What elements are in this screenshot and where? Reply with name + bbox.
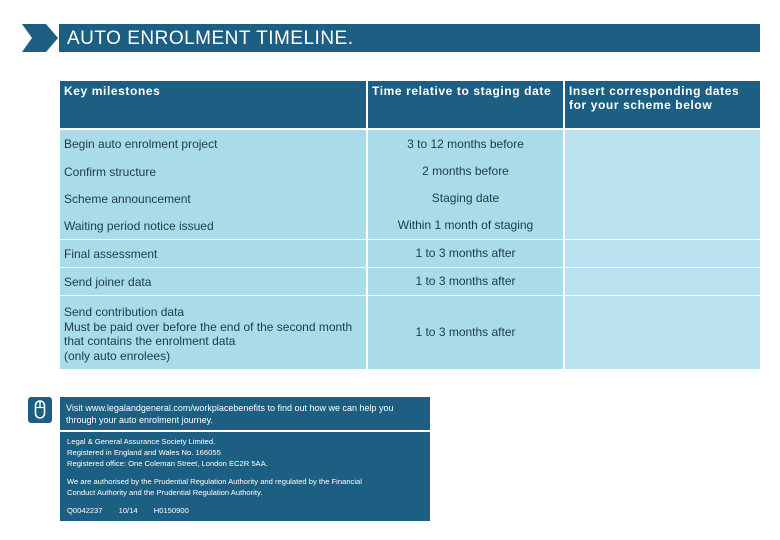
milestone-cell (60, 296, 366, 369)
table-row (60, 158, 760, 185)
milestone-cell: Waiting period notice issued (60, 212, 366, 239)
date-input-cell[interactable] (565, 158, 760, 185)
header-milestones: Key milestones (60, 81, 366, 128)
time-cell: 1 to 3 months after (368, 296, 563, 369)
visit-text: Visit www.legalandgeneral.com/workplacebenefits to find out how we can help you through your auto enrolment journey. (66, 403, 394, 425)
time-cell: 2 months before (368, 158, 563, 185)
registration-number: Registered in England and Wales No. 166055 (67, 448, 221, 457)
milestone-cell: Confirm structure (60, 158, 366, 185)
date-input-cell[interactable] (565, 240, 760, 267)
chevron-arrow-icon (22, 24, 58, 52)
page-title: AUTO ENROLMENT TIMELINE. (59, 24, 760, 52)
date-input-cell[interactable] (565, 130, 760, 158)
document-code: H0150900 (153, 506, 189, 515)
milestone-cell: Final assessment (60, 240, 366, 267)
time-cell: 3 to 12 months before (368, 130, 563, 158)
header-dates: Insert corresponding dates for your scheme below (565, 81, 760, 128)
table-row (60, 240, 760, 267)
milestone-note-line: (only auto enrolees) (64, 348, 171, 363)
document-code: Q0042237 (67, 506, 103, 515)
table-row (60, 268, 760, 295)
document-codes (67, 505, 423, 516)
date-input-cell[interactable] (565, 268, 760, 295)
milestone-cell: Scheme announcement (60, 185, 366, 212)
milestone-note-line: Must be paid over before the end of the second month (64, 319, 353, 334)
header-time: Time relative to staging date (368, 81, 563, 128)
time-cell: Staging date (368, 185, 563, 212)
document-code: 10/14 (118, 506, 138, 515)
table-row (60, 185, 760, 212)
time-cell: 1 to 3 months after (368, 268, 563, 295)
milestone-note-line: that contains the enrolment data (64, 334, 236, 348)
date-input-cell[interactable] (565, 296, 760, 369)
authorisation-line: Conduct Authority and the Prudential Regulation Authority. (67, 488, 263, 497)
table-row (60, 296, 760, 369)
time-cell: 1 to 3 months after (368, 240, 563, 267)
time-cell: Within 1 month of staging (368, 212, 563, 239)
mouse-icon (28, 397, 52, 423)
table-row (60, 130, 760, 158)
date-input-cell[interactable] (565, 185, 760, 212)
registered-office: Registered office: One Coleman Street, London EC2R 5AA. (67, 459, 268, 468)
milestone-cell: Begin auto enrolment project (60, 130, 366, 158)
milestone-cell: Send joiner data (60, 268, 366, 295)
company-name: Legal & General Assurance Society Limited. (67, 437, 216, 446)
authorisation-line: We are authorised by the Prudential Regulation Authority and regulated by the Financial (67, 477, 362, 486)
help-footer (60, 397, 430, 430)
date-input-cell[interactable] (565, 212, 760, 239)
legal-footer (60, 432, 430, 521)
milestone-title: Send contribution data (64, 305, 185, 319)
table-row (60, 212, 760, 239)
